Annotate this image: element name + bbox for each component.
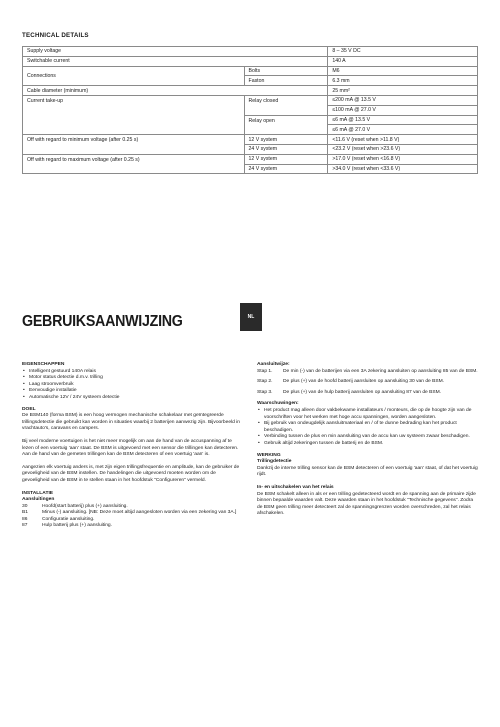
subsection-title-aansluitwijze: Aansluitwijze: [257, 362, 290, 367]
list-item [257, 379, 479, 386]
cell-sublabel: 12 V system [244, 154, 328, 164]
paragraph: De BSM140 (forma BSM) is een hoog vermogen mechanische schakelaar met geïntegreerde trillingsdetectie die gebruikt kan worden in situaties waarbij 2 batterijen aanwezig zijn. Bijvoorbeeld in vrachtauto's, caravans en campers. [22, 413, 241, 432]
cell-sublabel: 24 V system [244, 164, 328, 174]
technical-details-table [22, 46, 478, 174]
connections-list [22, 504, 244, 530]
list-item: • Automatische 12V / 24V systeem detectie [22, 395, 244, 402]
section-title-eigenschappen: EIGENSCHAPPEN [22, 362, 65, 367]
connection-number: 87 [22, 523, 28, 529]
cell-sublabel: 12 V system [244, 135, 328, 145]
list-item: • Gebruik altijd zekeringen tussen de batterij en de BSM. [257, 441, 479, 448]
cell-sublabel: 24 V system [244, 144, 328, 154]
cell-label: Off with regard to minimum voltage (after 0.25 s) [23, 135, 245, 155]
cell-value: 8 – 35 V DC [328, 47, 478, 57]
step-text: De plus (+) van de hoofd batterij aansluiten op aansluiting 30 van de BSM. [283, 379, 445, 385]
paragraph: Bij veel moderne voertuigen is het niet meer mogelijk om aan de hand van de accuspanning af te lezen of een voertuig 'aan' staat. De BSM is uitgevoerd met een sensor die trillingen kan detecteren. Aan de hand van de gemeten trillingen kan de BSM detecteren of een voertuig 'aan' is. [22, 438, 239, 458]
cell-value: 140 A [328, 56, 478, 66]
warnings-list [257, 408, 479, 448]
cell-sublabel: Relay open [244, 115, 328, 135]
cell-value: ≤100 mA @ 27.0 V [328, 105, 478, 115]
cell-value: ≤6 mA @ 13.5 V [328, 115, 478, 125]
cell-label: Supply voltage [23, 47, 328, 57]
step-label: Stap 3. [257, 389, 273, 395]
cell-label: Cable diameter (minimum) [23, 86, 328, 96]
table-row [23, 135, 478, 145]
cell-value: >17.0 V (reset when <16.8 V) [328, 154, 478, 164]
technical-details-title: TECHNICAL DETAILS [22, 32, 89, 39]
cell-value: M6 [328, 66, 478, 76]
features-list [22, 369, 244, 402]
table-row [23, 154, 478, 164]
list-item: • Eenvoudige installatie [22, 388, 244, 395]
step-text: De plus (+) van de hulp batterij aansluiten op aansluiting 87 van de BSM. [283, 389, 442, 395]
step-label: Stap 1. [257, 368, 273, 374]
list-item [22, 510, 244, 517]
cell-label: Connections [23, 66, 245, 86]
cell-label: Current take-up [23, 95, 245, 134]
cell-sublabel: Relay closed [244, 95, 328, 115]
section-title-werking: WERKING [257, 452, 281, 458]
connection-number: 30 [22, 503, 28, 509]
cell-value: >34.0 V (reset when <33.6 V) [328, 164, 478, 174]
subsection-title-trillingdetectie: Trillingdetectie [257, 459, 292, 465]
connection-description: Hoofd(start batterij) plus (+) aansluiting. [42, 503, 128, 509]
cell-label: Switchable current [23, 56, 328, 66]
table-row [23, 95, 478, 105]
cell-sublabel: Faston [244, 76, 328, 86]
subsection-title-waarschuwingen: Waarschuwingen: [257, 401, 299, 407]
cell-value: ≤6 mA @ 27.0 V [328, 125, 478, 135]
section-title-installatie: INSTALLATIE [22, 490, 54, 496]
cell-value: 6.3 mm [328, 76, 478, 86]
paragraph: Aangezien elk voertuig anders is, met zijn eigen trillingsfrequentie en amplitude, kan de gebruiker de gevoeligheid van de BSM instellen. De handelingen die uitgevoerd moeten worden om de gevoeligheid van de BSM in te stellen staan in het hoofdstuk "Configureren" vermeld. [22, 464, 240, 483]
subsection-title-aansluitingen: Aansluitingen [22, 497, 55, 503]
list-item: • Verbinding tussen de plus en min aansluiting van de accu kan uw systeem zwaar beschadigen. [257, 434, 479, 441]
list-item [257, 390, 479, 397]
table-row [23, 66, 478, 76]
step-text: De min (-) van de batterijen via een 3A zekering aansluiten op aansluiting 85 van de BSM. [283, 368, 478, 374]
subsection-title-schakelen: In- en uitschakelen van het relais [257, 484, 334, 490]
left-column [22, 362, 244, 530]
cell-value: 25 mm² [328, 86, 478, 96]
paragraph: Dankzij de interne trilling sensor kan de BSM detecteren of een voertuig 'aan' staat, of dat het voertuig rijdt. [257, 465, 478, 478]
cell-value: <11.6 V (reset when >11.8 V) [328, 135, 478, 145]
connection-number: B1 [22, 510, 28, 516]
paragraph: De BSM schakelt alleen in als er een trilling gedetecteerd wordt en de spanning aan de primaire zijde binnen bepaalde waarden valt. Deze waarden staan in het hoofdstuk "Technische gegevens". Zodra de BSM geen trilling meer detecteert zal de spanningsgrenzen worden overschreden, zal het relais afschakelen. [257, 491, 476, 517]
list-item: • Bij gebruik van ondeugdelijk aansluitmateriaal en / of te dunne bedrading kan het product beschadigen. [257, 421, 479, 434]
list-item: • Laag stroomverbruik [22, 382, 244, 389]
connection-number: 86 [22, 516, 28, 522]
language-badge: NL [240, 303, 262, 331]
list-item [257, 369, 479, 376]
cell-label: Off with regard to maximum voltage (after 0.25 s) [23, 154, 245, 174]
list-item: • Het product mag alleen door vakbekwame installateurs / monteurs, die op de hoogte zijn van de voorschriften voor het werken met hoge accu spanningen, worden aangesloten. [257, 408, 479, 421]
cell-value: ≤200 mA @ 13.5 V [328, 95, 478, 105]
table-row [23, 47, 478, 57]
page-heading: GEBRUIKSAANWIJZING [22, 313, 183, 330]
connection-description: Hulp batterij plus (+) aansluiting. [42, 523, 112, 529]
table-row [23, 56, 478, 66]
list-item: • Motor status detectie d.m.v. trilling [22, 375, 244, 382]
right-column [257, 362, 479, 524]
list-item: • Intelligent gestuurd 140A relais [22, 369, 244, 376]
table-row [23, 86, 478, 96]
cell-value: <23.2 V (reset when >23.6 V) [328, 144, 478, 154]
list-item [22, 523, 244, 530]
section-title-doel: DOEL [22, 406, 36, 412]
steps-list [257, 369, 479, 397]
cell-sublabel: Bolts [244, 66, 328, 76]
step-label: Stap 2. [257, 379, 273, 385]
connection-description: Configuratie aansluiting. [42, 516, 95, 522]
connection-description: Minus (-) aansluiting. [NB: Deze moet altijd aangesloten worden via een zekering van 3A.] [42, 510, 237, 516]
